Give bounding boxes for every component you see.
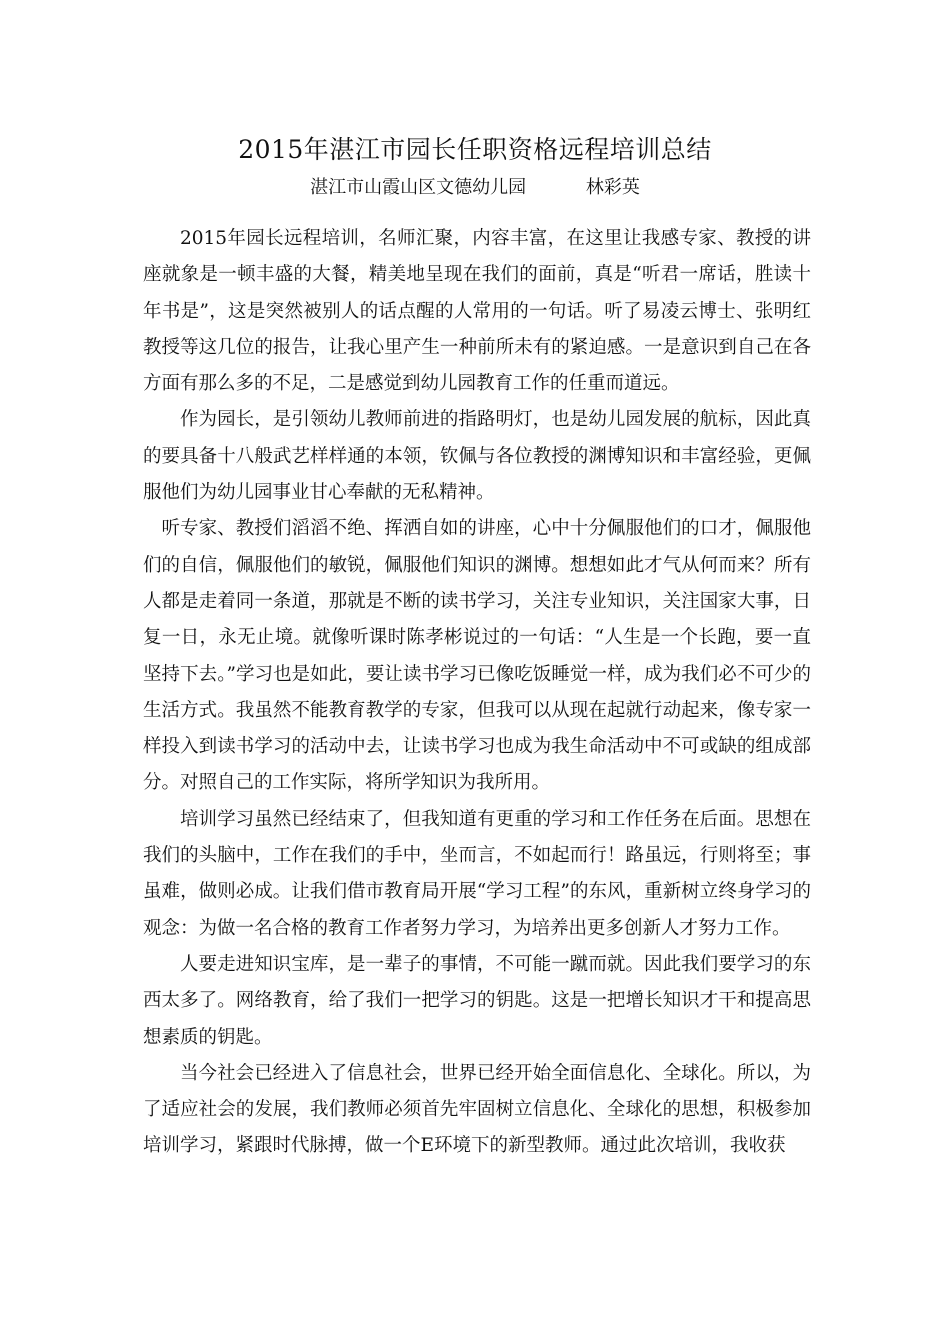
author-name: 林彩英 [585,177,640,198]
paragraph-2: 作为园长，是引领幼儿教师前进的指路明灯，也是幼儿园发展的航标，因此真的要具备十八般武艺样样通的本领，钦佩与各位教授的渊博知识和丰富经验，更佩服他们为幼儿园事业甘心奉献的无私精神。 [143,409,811,504]
paragraph-1: 2015年园长远程培训，名师汇聚，内容丰富，在这里让我感专家、教授的讲座就象是一顿丰盛的大餐，精美地呈现在我们的面前，真是“听君一席话，胜读十年书是”，这是突然被别人的话点醒的人常用的一句话。听了易凌云博士、张明红教授等这几位的报告，让我心里产生一种前所未有的紧迫感。一是意识到自己在各方面有那么多的不足，二是感觉到幼儿园教育工作的任重而道远。 [143,228,811,395]
paragraph-4: 培训学习虽然已经结束了，但我知道有更重的学习和工作任务在后面。思想在我们的头脑中，工作在我们的手中，坐而言，不如起而行！路虽远，行则将至；事虽难，做则必成。让我们借市教育局开展“学习工程”的东风，重新树立终身学习的观念：为做一名合格的教育工作者努力学习，为培养出更多创新人才努力工作。 [143,808,811,939]
document-title: 2015年湛江市园长任职资格远程培训总结 [238,135,712,164]
document-body [143,221,811,1165]
paragraph-6: 当今社会已经进入了信息社会，世界已经开始全面信息化、全球化。所以，为了适应社会的发展，我们教师必须首先牢固树立信息化、全球化的思想，积极参加培训学习，紧跟时代脉搏，做一个E环境下的新型教师。通过此次培训，我收获 [143,1062,811,1157]
paragraph-5: 人要走进知识宝库，是一辈子的事情，不可能一蹴而就。因此我们要学习的东西太多了。网络教育，给了我们一把学习的钥匙。这是一把增长知识才干和提高思想素质的钥匙。 [143,953,811,1048]
byline [0,175,950,201]
school-name: 湛江市山霞山区文德幼儿园 [310,177,527,198]
paragraph-3: 听专家、教授们滔滔不绝、挥洒自如的讲座，心中十分佩服他们的口才，佩服他们的自信，佩服他们的敏锐，佩服他们知识的渊博。想想如此才气从何而来？所有人都是走着同一条道，那就是不断的读书学习，关注专业知识，关注国家大事，日复一日，永无止境。就像听课时陈孝彬说过的一句话：“人生是一个长跑，要一直坚持下去。”学习也是如此，要让读书学习已像吃饭睡觉一样，成为我们必不可少的生活方式。我虽然不能教育教学的专家，但我可以从现在起就行动起来，像专家一样投入到读书学习的活动中去，让读书学习也成为我生命活动中不可或缺的组成部分。对照自己的工作实际，将所学知识为我所用。 [143,518,811,794]
